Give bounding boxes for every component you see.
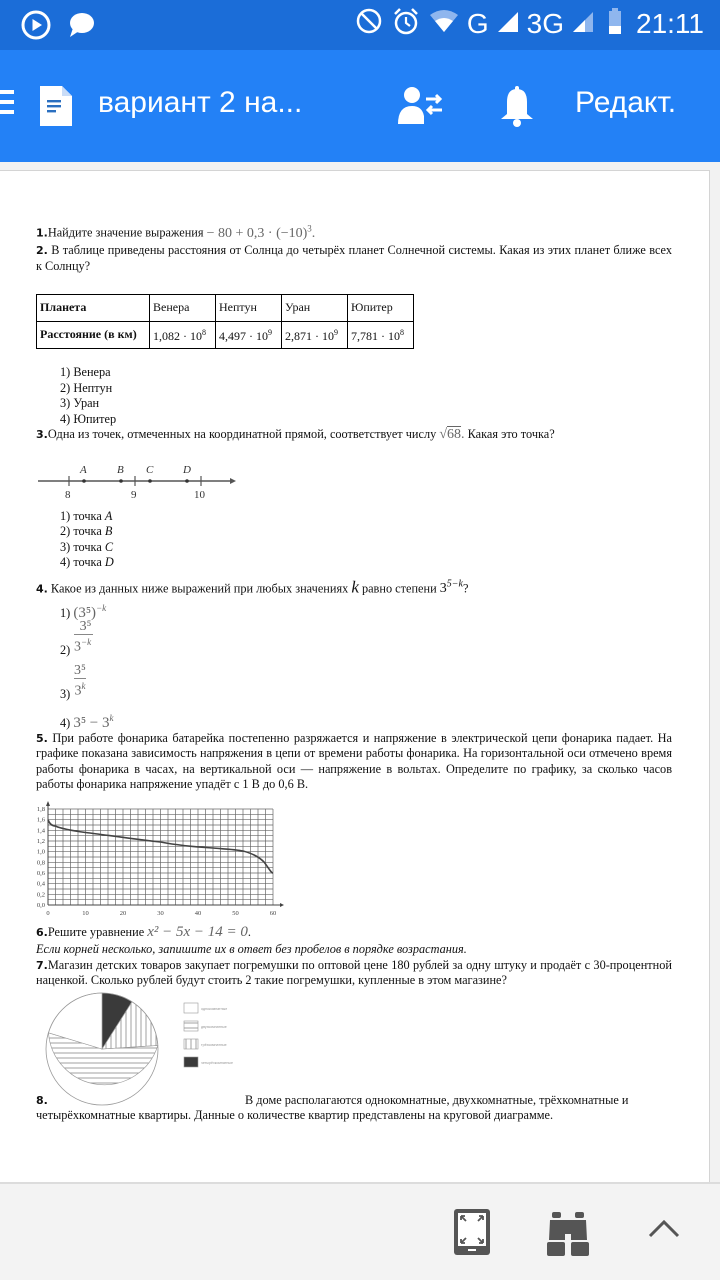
svg-text:0,8: 0,8 [36, 859, 45, 867]
hamburger-menu-icon[interactable] [0, 90, 14, 120]
svg-text:1,8: 1,8 [36, 805, 45, 813]
equation: x² − 5x − 14 = 0 [147, 923, 248, 940]
answer-option: 4) $3^5 - 3^k$ [60, 712, 114, 731]
svg-text:10: 10 [82, 909, 89, 917]
svg-text:C: C [146, 463, 154, 476]
document-page [0, 170, 710, 1182]
answer-option: 3) точка C [60, 539, 114, 554]
svg-text:0,2: 0,2 [36, 891, 45, 899]
battery-icon [608, 7, 622, 40]
alarm-icon [391, 6, 421, 41]
svg-text:20: 20 [119, 909, 127, 917]
question-1 [36, 221, 672, 241]
question-text: Какое из данных ниже выражений при любых значениях [50, 581, 349, 596]
question-5 [36, 731, 672, 793]
svg-text:0: 0 [46, 909, 50, 917]
question-text: Какая это точка? [467, 427, 555, 442]
table-row [37, 322, 414, 349]
table-cell: $1,082 \cdot 10^8$ [150, 322, 216, 349]
variable-k: k [351, 577, 359, 597]
question-text: В доме располагаются однокомнатные, двухкомнатные, трёхкомнатные и [245, 1092, 629, 1107]
table-cell: Венера [150, 295, 216, 322]
do-not-disturb-icon [355, 7, 383, 40]
answer-option: 2) точка B [60, 524, 113, 539]
question-number: 4. [36, 582, 48, 596]
google-docs-icon [38, 84, 74, 133]
svg-text:1,2: 1,2 [36, 837, 45, 845]
svg-text:D: D [183, 463, 191, 476]
planets-table [36, 294, 414, 349]
bell-icon[interactable] [499, 86, 535, 133]
question-number: 5. [36, 731, 48, 745]
svg-text:9: 9 [131, 488, 137, 501]
question-number: 7. [36, 958, 48, 972]
answer-options [36, 365, 672, 427]
answer-option: 4) Юпитер [60, 411, 117, 426]
apartments-pie-chart [36, 989, 672, 1099]
question-text: четырёхкомнатные квартиры. Данные о количестве квартир представлены на круговой диаграмме. [36, 1108, 554, 1123]
question-number: 1. [36, 226, 48, 240]
clock: 21:11 [636, 7, 704, 39]
signal-icon [497, 9, 519, 38]
play-circle-icon [20, 9, 52, 46]
number-line [36, 451, 672, 511]
svg-text:50: 50 [232, 909, 239, 917]
answer-option: 2) 3⁵ $3^{-k}$ [60, 618, 92, 657]
answer-option: 3) 3⁵ 3$^k$ [60, 662, 86, 701]
pie-legend [184, 1003, 233, 1067]
math-expression: − $80 + 0,3 \cdot (-10)^3$. [206, 223, 316, 241]
svg-text:1,0: 1,0 [36, 848, 45, 856]
document-content [36, 217, 672, 1124]
question-8 [36, 1093, 672, 1124]
chevron-up-icon[interactable] [648, 1218, 680, 1245]
question-6: 6.Решите уравнение x² − 5x − 14 = 0. [36, 923, 251, 940]
question-text: При работе фонарика батарейка постепенно разряжается и напряжение в электрической цепи фонарика падает. На графике показана зависимость напряжения в цепи от времени работы фонарика. На горизонтальной оси отмечено время работы фонарика в часах, на вертикальной оси — напряжение в вольтах. Определите по графику, за сколько часов работы фонарика напряжение упадёт с 1 В до 0,6 В. [36, 730, 673, 792]
answer-option: 2) Нептун [60, 380, 113, 395]
answer-option: 4) точка D [60, 555, 114, 570]
answer-option: 1) $(3^5)^{-k}$ [60, 602, 107, 621]
question-text: Одна из точек, отмеченных на координатной прямой, соответствует числу [47, 427, 437, 442]
svg-text:0,0: 0,0 [36, 901, 45, 909]
question-7 [36, 958, 672, 989]
network-type-2: 3G [526, 7, 564, 39]
svg-text:A: A [80, 463, 87, 476]
table-cell: Нептун [216, 295, 282, 322]
svg-text:8: 8 [65, 488, 71, 501]
table-row [37, 295, 414, 322]
table-cell: Юпитер [348, 295, 414, 322]
answer-option: 1) точка A [60, 508, 113, 523]
chat-bubble-icon [66, 10, 96, 45]
binoculars-find-icon[interactable] [547, 1212, 589, 1261]
svg-text:трёхкомнатные: трёхкомнатные [201, 1042, 227, 1047]
question-2 [36, 243, 672, 274]
question-text: Найдите значение выражения [47, 225, 204, 240]
document-title[interactable]: вариант 2 на... [98, 86, 303, 119]
bottom-toolbar [0, 1182, 720, 1280]
document-viewport[interactable] [0, 162, 720, 1182]
svg-text:60: 60 [269, 909, 277, 917]
table-cell: Уран [282, 295, 348, 322]
answer-options [36, 509, 672, 571]
question-text: равно степени [361, 581, 437, 596]
table-cell: $7,781 \cdot 10^8$ [348, 322, 414, 349]
svg-text:B: B [117, 463, 124, 476]
person-swap-icon[interactable] [398, 86, 446, 131]
svg-text:четырёхкомнатные: четырёхкомнатные [201, 1060, 233, 1065]
svg-text:10: 10 [194, 488, 205, 501]
question-number: 6. [36, 925, 48, 939]
answer-option: 3) Уран [60, 396, 100, 411]
svg-text:0,4: 0,4 [36, 880, 45, 888]
answer-options [36, 597, 672, 729]
svg-text:40: 40 [194, 909, 202, 917]
sqrt-expression: √68. [439, 427, 465, 443]
svg-text:однокомнатные: однокомнатные [201, 1006, 228, 1011]
svg-text:30: 30 [157, 909, 164, 917]
question-6-note: Если корней несколько, запишите их в ответ без пробелов в порядке возрастания. [36, 942, 467, 957]
edit-button[interactable]: Редакт. [575, 86, 677, 119]
wifi-icon [429, 8, 459, 39]
question-text: Решите уравнение [47, 924, 145, 939]
network-type-1: G [466, 7, 489, 39]
question-text: Магазин детских товаров закупает погремушки по оптовой цене 180 рублей за одну штуку и продаёт с 30-процентной наценкой. Сколько рублей будут стоить 2 такие погремушки, купленные в этом магазине? [36, 957, 672, 988]
question-number: 8. [36, 1093, 48, 1107]
svg-text:двухкомнатные: двухкомнатные [201, 1024, 227, 1029]
power-expression: $3^{5-k}$ [439, 578, 463, 597]
table-row-header: Расстояние (в км) [37, 322, 150, 349]
svg-text:1,6: 1,6 [36, 816, 45, 824]
answer-option: 1) Венера [60, 365, 111, 380]
svg-text:0,6: 0,6 [36, 869, 45, 877]
table-cell: $2,871 \cdot 10^9$ [282, 322, 348, 349]
table-row-header: Планета [37, 295, 150, 322]
question-number: 3. [36, 428, 48, 442]
table-cell: $4,497 \cdot 10^9$ [216, 322, 282, 349]
question-3 [36, 427, 672, 443]
signal-icon [572, 9, 594, 38]
question-text: В таблице приведены расстояния от Солнца до четырёх планет Солнечной системы. Какая из этих планет ближе всех к Солнцу? [36, 243, 673, 273]
question-number: 2. [36, 244, 48, 258]
voltage-line-chart [36, 801, 672, 925]
question-4: 4. Какое из данных ниже выражений при любых значениях k равно степени $3^{5-k}$? [36, 577, 469, 597]
status-bar [0, 0, 720, 50]
app-bar [0, 50, 720, 162]
svg-text:1,4: 1,4 [36, 827, 45, 835]
fit-to-screen-icon[interactable] [453, 1208, 491, 1261]
